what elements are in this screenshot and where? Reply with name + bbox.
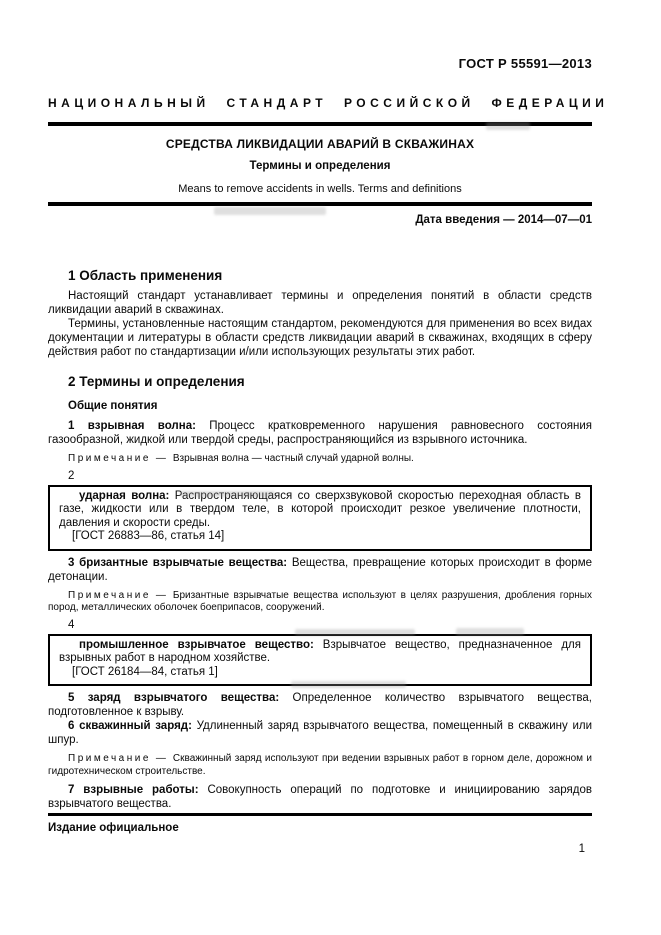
edition-note: Издание официальное [48,822,179,834]
standard-code: ГОСТ Р 55591—2013 [458,56,592,71]
term-reference: [ГОСТ 26184—84, статья 1] [72,665,218,678]
term-entry [48,419,592,447]
document-title: СРЕДСТВА ЛИКВИДАЦИИ АВАРИЙ В СКВАЖИНАХ [165,137,475,151]
document-subtitle: Термины и определения [249,160,391,172]
quoted-term-box [48,634,592,687]
note-text: Взрывная волна — частный случай ударной волны. [172,453,414,464]
term-definition: Процесс кратковременного нарушения равновесного состояния газообразной, жидкой или твердой среды, распространяющийся из взрывного источника. [48,420,592,446]
term-name: 6 скважинный заряд: [68,720,192,732]
note-label: Примечание [68,753,151,764]
document-content [48,0,609,811]
term-entry [48,719,592,747]
effective-date: Дата введения — 2014—07—01 [415,214,592,226]
terms-subheading: Общие понятия [68,400,158,412]
term-note [48,453,592,466]
document-title-english: Means to remove accidents in wells. Terms and definitions [178,183,462,195]
term-name: промышленное взрывчатое вещество: [79,638,314,651]
term-reference: [ГОСТ 26883—86, статья 14] [72,530,225,542]
horizontal-rule-footer [48,813,592,816]
term-entry [59,490,581,531]
quoted-term-box [48,485,592,551]
scope-paragraph: Термины, установленные настоящим стандартом, рекомендуются для применения во всех видах документации и литературы в области средств ликвидации аварий в скважинах, входящих в сферу действия работ по стандартизации и/или использующих результаты этих работ. [48,318,592,358]
term-entry [48,556,592,584]
note-text: Скважинный заряд используют при ведении взрывных работ в горном деле, дорожном и гидротехническом строительстве. [48,753,592,777]
term-definition: Определенное количество взрывчатого вещества, подготовленное к взрыву. [48,692,592,718]
term-entry [48,691,592,719]
term-note [48,753,592,778]
note-dash: — [155,589,166,601]
term-name: 7 взрывные работы: [68,784,199,796]
scope-paragraph: Настоящий стандарт устанавливает термины и определения понятий в области средств ликвидации аварий в скважинах. [48,290,592,316]
term-definition: Вещества, превращение которых происходит в форме детонации. [48,556,592,583]
term-note [48,590,592,615]
term-name: 5 заряд взрывчатого вещества: [68,692,280,704]
note-text: Бризантные взрывчатые вещества используют в целях разрушения, дробления горных пород, металлических оболочек боеприпасов, сооружений. [48,589,592,613]
term-entry [59,639,581,666]
note-dash: — [155,753,166,764]
term-name: ударная волна: [79,489,170,502]
term-name: 1 взрывная волна: [68,420,196,432]
note-label: Примечание [68,453,151,464]
term-definition: Совокупность операций по подготовке и инициированию зарядов взрывчатого вещества. [48,784,592,810]
term-number: 2 [68,469,75,482]
section-2-heading: 2 Термины и определения [68,374,245,389]
horizontal-rule-top [48,122,592,126]
term-entry [48,783,592,811]
note-dash: — [155,453,166,464]
federation-header: НАЦИОНАЛЬНЫЙ СТАНДАРТ РОССИЙСКОЙ ФЕДЕРАЦИИ [48,96,609,110]
section-1-heading: 1 Область применения [68,268,223,283]
term-definition: Распространяющаяся со сверхзвуковой скоростью переходная область в газе, жидкости или в твердом теле, в которой происходит резкое увеличение плотности, давления и скорости среды. [59,489,581,529]
term-number: 4 [68,618,75,631]
term-name: 3 бризантные взрывчатые вещества: [68,556,288,569]
horizontal-rule-title [48,202,592,206]
page-number: 1 [578,843,585,855]
note-label: Примечание [68,589,151,601]
term-definition: Удлиненный заряд взрывчатого вещества, помещенный в скважину или шпур. [48,720,592,746]
term-definition: Взрывчатое вещество, предназначенное для взрывных работ в народном хозяйстве. [59,638,581,664]
